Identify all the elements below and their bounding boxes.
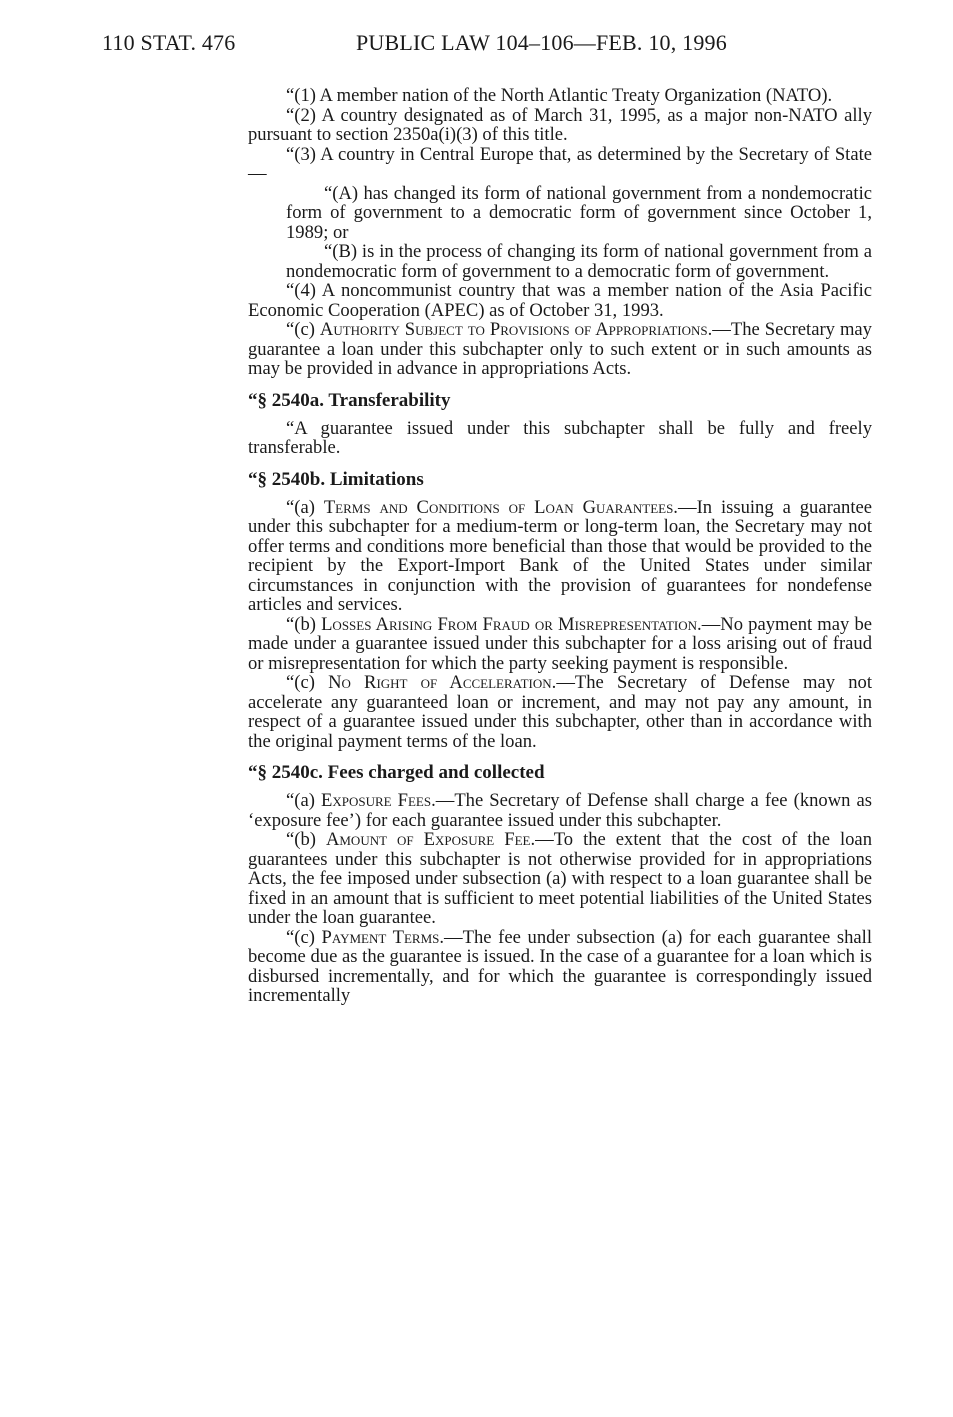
document-body bbox=[248, 86, 872, 1006]
section-2540c-c bbox=[248, 928, 872, 1006]
section-2540c-b bbox=[248, 830, 872, 928]
section-2540b-b bbox=[248, 615, 872, 674]
authority-heading: Authority Subject to Provisions of Appropriations. bbox=[319, 319, 713, 340]
public-law-citation: PUBLIC LAW 104–106—FEB. 10, 1996 bbox=[356, 30, 727, 55]
section-2540b-b-heading: Losses Arising From Fraud or Misrepresentation. bbox=[321, 613, 702, 635]
section-2540b-a-text: —In issuing a guarantee under this subchapter for a medium-term or long-term loan, the Secretary may not offer terms and conditions more beneficial than those that would be provided to the recipient by the Export-Import Bank of the United States under similar circumstances in conjunction with the provision of guarantees for nondefense articles and services. bbox=[248, 496, 872, 615]
section-2540c-c-heading: Payment Terms. bbox=[321, 926, 445, 948]
section-2540b-a bbox=[248, 498, 872, 615]
section-2540c-b-lead: “(b) bbox=[286, 829, 326, 850]
section-2540b-a-heading: Terms and Conditions of Loan Guarantees. bbox=[323, 496, 678, 518]
page-header bbox=[102, 30, 872, 60]
list-item-3b: “(B) is in the process of changing its form of national government from a nondemocratic form of government to a democratic form of government. bbox=[286, 241, 872, 282]
authority-text: —The Secretary may guarantee a loan under this subchapter only to such extent or in such amounts as may be provided in advance in appropriations Acts. bbox=[248, 319, 872, 379]
section-2540c-a-lead: “(a) bbox=[286, 790, 321, 811]
statute-page-number: 110 STAT. 476 bbox=[102, 30, 236, 55]
section-2540b-a-lead: “(a) bbox=[286, 496, 324, 518]
list-item-1: “(1) A member nation of the North Atlantic Treaty Organization (NATO). bbox=[286, 85, 833, 106]
authority-paragraph bbox=[248, 320, 872, 379]
section-2540c-b-text: —To the extent that the cost of the loan guarantees under this subchapter is not otherwise provided for in appropriations Acts, the fee imposed under subsection (a) with respect to a loan guarantee shall be fixed in an amount that is sufficient to meet potential liabilities of the United States under the loan guarantee. bbox=[248, 829, 872, 928]
section-2540c-a bbox=[248, 791, 872, 830]
section-2540b-c-text: —The Secretary of Defense may not accelerate any guaranteed loan or increment, and may not pay any amount, in respect of a guarantee issued under this subchapter, other than in accordance with the original payment terms of the loan. bbox=[248, 672, 872, 752]
section-2540b-c-lead: “(c) bbox=[286, 672, 329, 693]
section-2540b-c-heading: No Right of Acceleration. bbox=[328, 672, 557, 693]
section-2540c-heading: “§ 2540c. Fees charged and collected bbox=[248, 762, 545, 783]
section-2540c-a-heading: Exposure Fees. bbox=[320, 790, 436, 811]
section-2540a-heading: “§ 2540a. Transferability bbox=[248, 389, 451, 411]
section-2540b-c bbox=[248, 673, 872, 751]
section-2540a-text: “A guarantee issued under this subchapter shall be fully and freely transferable. bbox=[248, 417, 872, 458]
list-item-4: “(4) A noncommunist country that was a member nation of the Asia Pacific Economic Cooperation (APEC) as of October 31, 1993. bbox=[248, 280, 872, 321]
section-2540c-a-text: —The Secretary of Defense shall charge a fee (known as ‘exposure fee’) for each guarantee issued under this subchapter. bbox=[248, 790, 872, 831]
list-item-3: “(3) A country in Central Europe that, as determined by the Secretary of State— bbox=[248, 143, 872, 184]
section-2540b-heading: “§ 2540b. Limitations bbox=[248, 468, 424, 490]
list-item-2: “(2) A country designated as of March 31, 1995, as a major non-NATO ally pursuant to section 2350a(i)(3) of this title. bbox=[248, 104, 872, 145]
section-2540b-b-lead: “(b) bbox=[286, 613, 322, 635]
section-2540c-c-lead: “(c) bbox=[286, 926, 322, 948]
section-2540b-b-text: —No payment may be made under a guarantee issued under this subchapter for a loss arising out of fraud or misrepresentation for which the party seeking payment is responsible. bbox=[248, 613, 873, 674]
list-item-3a: “(A) has changed its form of national government from a nondemocratic form of government to a democratic form of government since October 1, 1989; or bbox=[286, 182, 872, 243]
section-2540c-b-heading: Amount of Exposure Fee. bbox=[325, 829, 536, 850]
authority-lead: “(c) bbox=[286, 319, 320, 340]
section-2540c-c-text: —The fee under subsection (a) for each guarantee shall become due as the guarantee is issued. In the case of a guarantee for a loan which is disbursed incrementally, and for which the guarantee is correspondingly issued incrementally bbox=[248, 926, 872, 1006]
